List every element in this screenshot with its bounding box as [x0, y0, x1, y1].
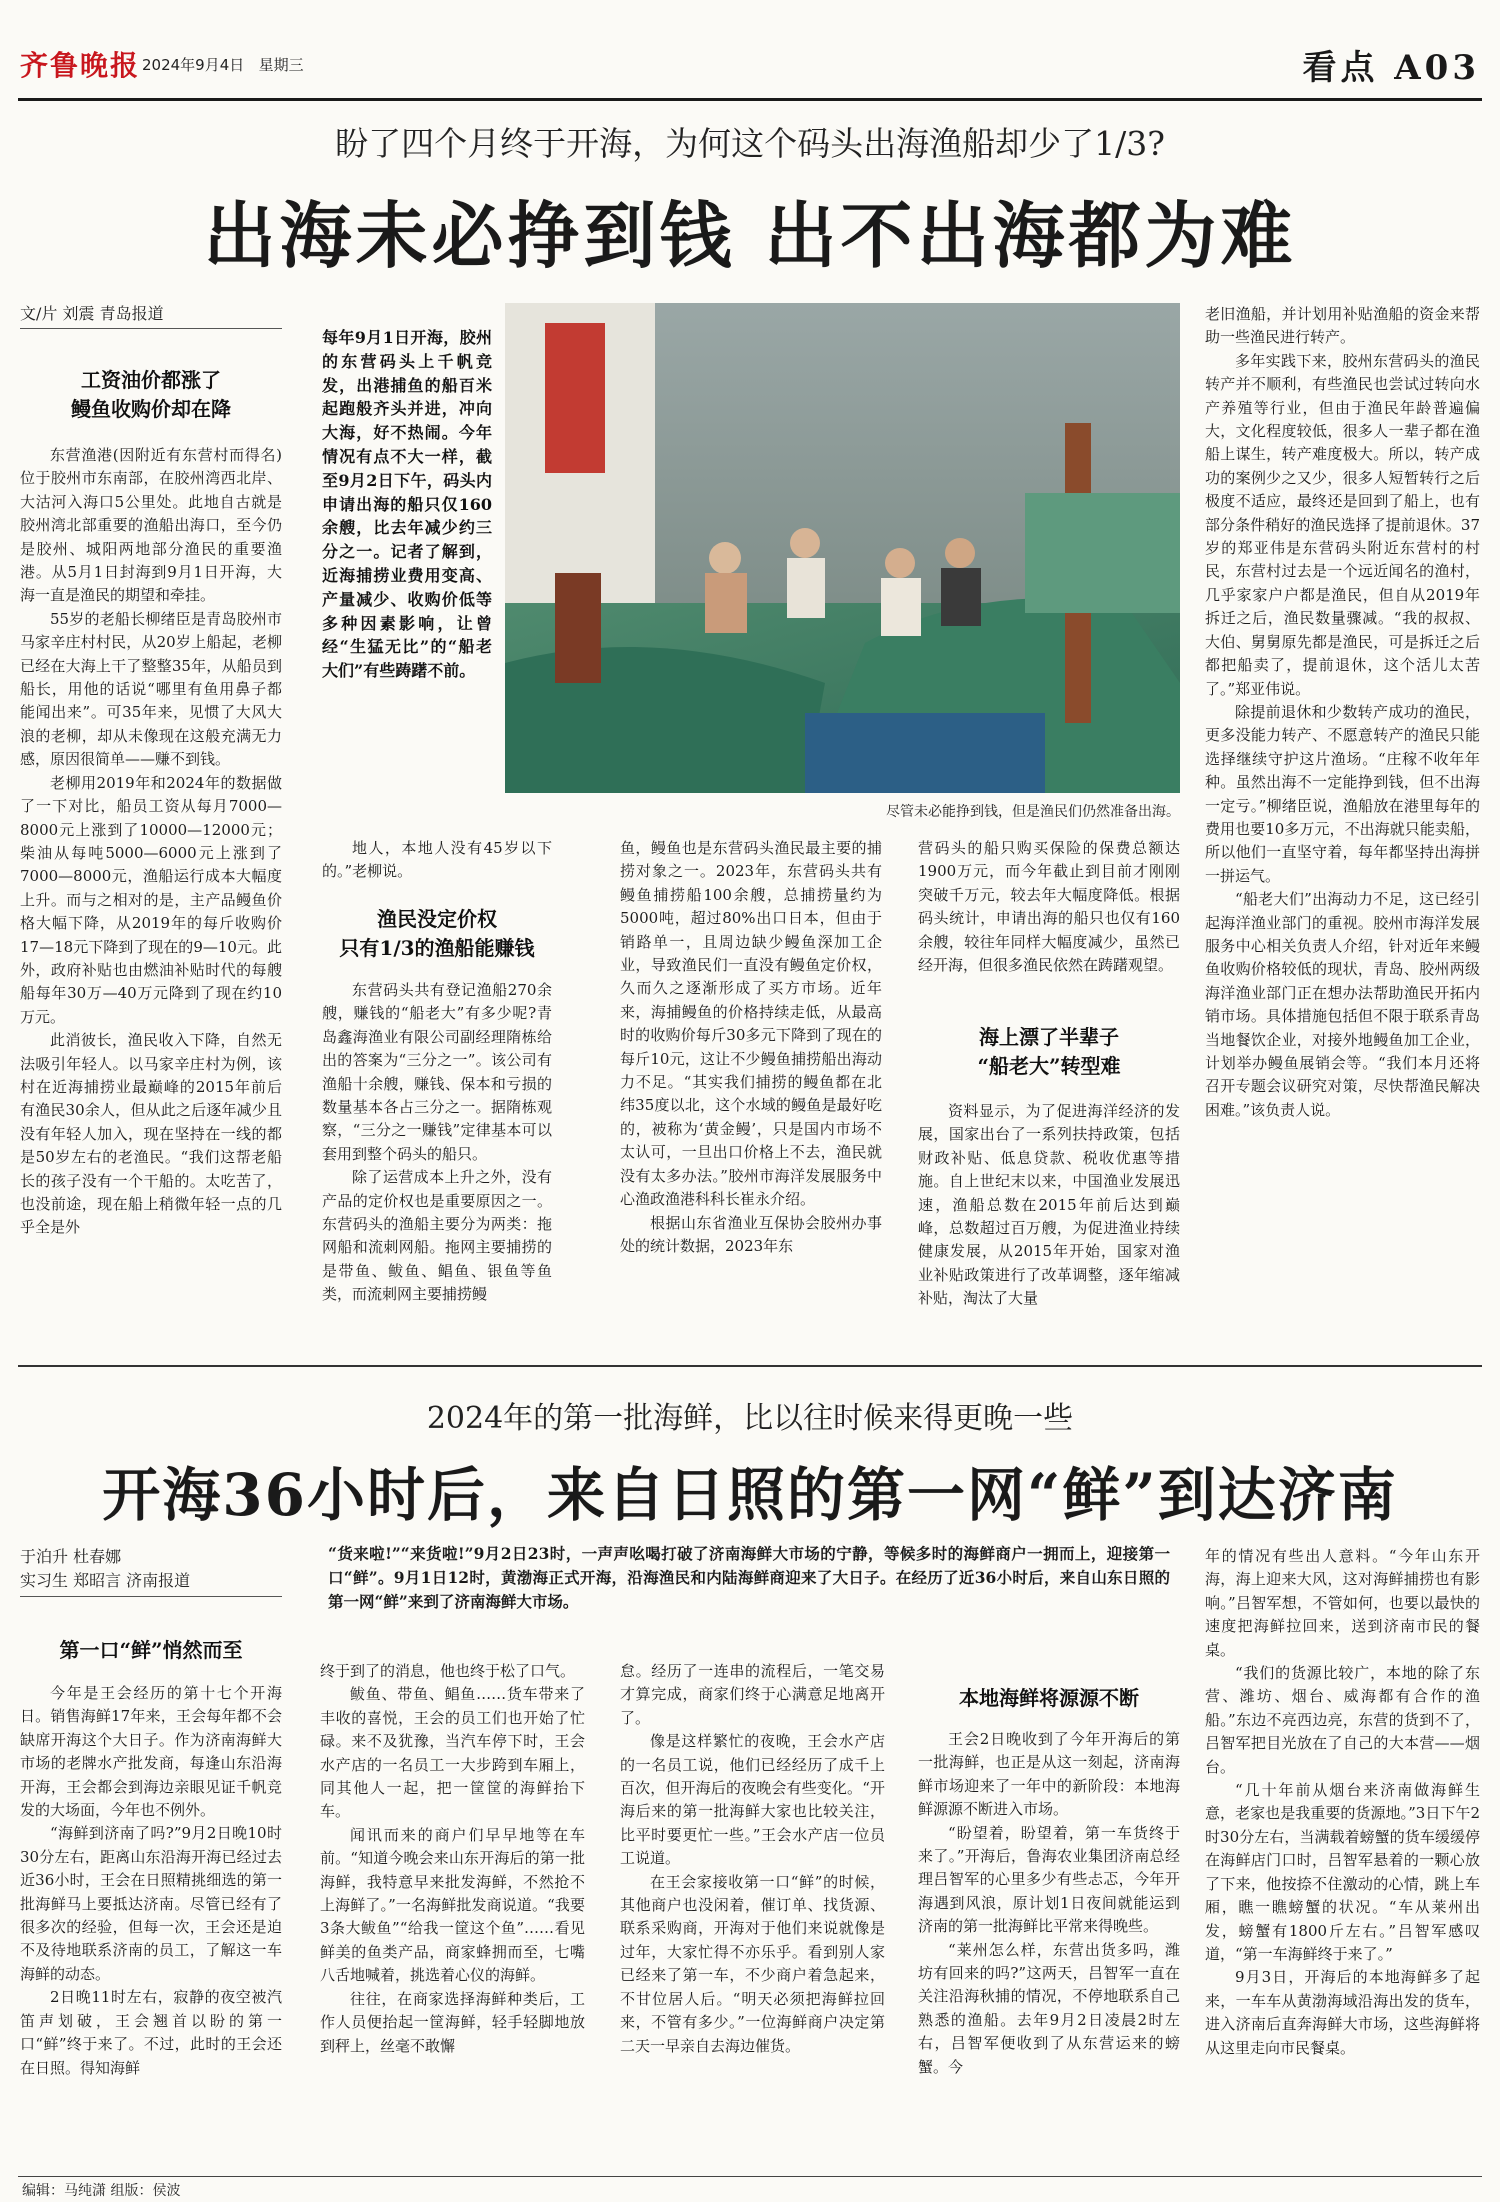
issue-date — [142, 54, 304, 75]
footer-rule — [18, 2176, 1482, 2177]
story1-column-4 — [918, 837, 1180, 1017]
story2-deck: 2024年的第一批海鲜，比以往时候来得更晚一些 — [426, 1401, 1074, 1436]
section-label — [1302, 40, 1480, 89]
story2-column-2 — [320, 1660, 585, 2167]
story1-subhead-2 — [322, 905, 552, 963]
byline-rule — [20, 1596, 282, 1597]
paragraph: 除提前退休和少数转产成功的渔民，更多没能力转产、不愿意转产的渔民只能选择继续守护这片渔场。“庄稼不收年年种。虽然出海不一定能挣到钱，但不出海一定亏。”柳绪臣说，渔船放在港里每年的费用也要10多万元，不出海就只能卖船，所以他们一直坚守着，每年都坚持出海拼一拼运气。 — [1205, 702, 1480, 885]
paragraph: 2日晚11时左右，寂静的夜空被汽笛声划破，王会翘首以盼的第一口“鲜”终于来了。不过，此时的王会还在日照。得知海鲜 — [20, 1988, 282, 2077]
paragraph: 年的情况有些出人意料。“今年山东开海，海上迎来大风，这对海鲜捕捞也有影响。”吕智军想，不管如何，也要以最快的速度把海鲜拉回来，送到济南市民的餐桌。 — [1205, 1547, 1480, 1659]
paragraph: 老柳用2019年和2024年的数据做了一下对比，船员工资从每月7000—8000元上涨到了10000—12000元；柴油从每吨5000—6000元上涨到了7000—8000元，渔船运行成本大幅度上升。而与之相对的是，主产品鳗鱼价格大幅下降，从2019年的每斤收购价17—18元下降到了现在的9—10元。此外，政府补贴也由燃油补贴时代的每艘船每年30万—40万元降到了现在约10万元。 — [20, 773, 282, 1026]
paragraph: 王会2日晚收到了今年开海后的第一批海鲜，也正是从这一刻起，济南海鲜市场迎来了一年中的新阶段：本地海鲜源源不断进入市场。 — [918, 1730, 1180, 1819]
story2-subhead-1: 第一口“鲜”悄然而至 — [59, 1638, 243, 1662]
weekday-text: 星期三 — [258, 56, 304, 74]
story1-lead: 每年9月1日开海，胶州的东营码头上千帆竞发，出港捕鱼的船百米起跑般齐头并进，冲向大海，好不热闹。今年情况有点不大一样，截至9月2日下午，码头内申请出海的船只仅160余艘，比去年减少约三分之一。记者了解到，近海捕捞业费用变高、产量减少、收购价低等多种因素影响，让曾经“生猛无比”的“船老大们”有些踌躇不前。 — [322, 328, 492, 681]
story-divider — [18, 1365, 1482, 1367]
paragraph: 像是这样繁忙的夜晚，王会水产店的一名员工说，他们已经经历了成千上百次，但开海后的夜晚会有些变化。“开海后来的第一批海鲜大家也比较关注，比平时要更忙一些。”王会水产店一位员工说道。 — [620, 1732, 885, 1868]
story1-column-5 — [1205, 303, 1480, 1347]
paragraph: 东营渔港(因附近有东营村而得名)位于胶州市东南部，在胶州湾西北岸、大沽河入海口5公里处。此地自古就是胶州湾北部重要的渔船出海口，至今仍是胶州、城阳两地部分渔民的重要渔港。从5月1日封海到9月1日开海，大海一直是渔民的期望和牵挂。 — [20, 446, 282, 605]
paragraph: 营码头的船只购买保险的保费总额达1900万元，而今年截止到目前才刚刚突破千万元，较去年大幅度降低。根据码头统计，申请出海的船只也仅有160余艘，较往年同样大幅度减少，虽然已经开海，但很多渔民依然在踌躇观望。 — [918, 839, 1180, 975]
paragraph: “海鲜到济南了吗?”9月2日晚10时30分左右，距离山东沿海开海已经过去近36小时，王会在日照精挑细选的第一批海鲜马上要抵达济南。尽管已经有了很多次的经验，但每一次，王会还是迫不及待地联系济南的员工，了解这一车海鲜的动态。 — [20, 1824, 282, 1983]
fishing-boat-photo — [505, 303, 1180, 793]
story1-column-4b — [918, 1100, 1180, 1347]
story1-byline: 文/片 刘震 青岛报道 — [20, 304, 164, 323]
paragraph: “莱州怎么样，东营出货多吗，潍坊有回来的吗?”这两天，吕智军一直在关注沿海秋捕的情况，不停地联系自己熟悉的渔船。去年9月2日凌晨2时左右，吕智军便收到了从东营运来的螃蟹。今 — [918, 1940, 1180, 2076]
paragraph: 在王会家接收第一口“鲜”的时候，其他商户也没闲着，催订单、找货源、联系采购商，开海对于他们来说就像是过年，大家忙得不亦乐乎。看到别人家已经来了第一车，不少商户着急起来，不甘位居人后。“明天必须把海鲜拉回来，不管有多少。”一位海鲜商户决定第二天一早亲自去海边催货。 — [620, 1872, 885, 2055]
page-number: A03 — [1394, 48, 1480, 88]
paragraph: 老旧渔船，并计划用补贴渔船的资金来帮助一些渔民进行转产。 — [1205, 305, 1480, 347]
paragraph: 除了运营成本上升之外，没有产品的定价权也是重要原因之一。东营码头的渔船主要分为两类：拖网船和流刺网船。拖网主要捕捞的是带鱼、鲅鱼、鲳鱼、银鱼等鱼类，而流刺网主要捕捞鳗 — [322, 1168, 552, 1304]
paragraph: “船老大们”出海动力不足，这已经引起海洋渔业部门的重视。胶州市海洋发展服务中心相关负责人介绍，针对近年来鳗鱼收购价格较低的现状，青岛、胶州两级海洋渔业部门正在想办法帮助渔民开拓内销市场。具体措施包括但不限于联系青岛当地餐饮企业，对接外地鳗鱼加工企业，计划举办鳗鱼展销会等。“我们本月还将召开专题会议研究对策，尽快帮渔民解决困难。”该负责人说。 — [1205, 890, 1480, 1119]
story2-column-3 — [620, 1660, 885, 2167]
date-text: 2024年9月4日 — [142, 56, 245, 74]
story2-headline: 开海36小时后，来自日照的第一网“鲜”到达济南 — [102, 1461, 1398, 1529]
paragraph: “几十年前从烟台来济南做海鲜生意，老家也是我重要的货源地。”3日下午2时30分左右，当满载着螃蟹的货车缓缓停在海鲜店门口时，吕智军悬着的一颗心放了下来，他按捺不住激动的心情，跳上车厢，瞧一瞧螃蟹的状况。“车从莱州出发，螃蟹有1800斤左右。”吕智军感叹道，“第一车海鲜终于来了。” — [1205, 1781, 1480, 1963]
paragraph: 今年是王会经历的第十七个开海日。销售海鲜17年来，王会每年都不会缺席开海这个大日子。作为济南海鲜大市场的老牌水产批发商，每逢山东沿海开海，王会都会到海边亲眼见证千帆竞发的大场面，今年也不例外。 — [20, 1684, 282, 1820]
story1-column-3 — [620, 837, 882, 1347]
story1-deck: 盼了四个月终于开海，为何这个码头出海渔船却少了1/3? — [335, 124, 1165, 163]
byline-line: 于泊升 杜春娜 — [20, 1547, 122, 1566]
byline-rule — [20, 328, 282, 329]
story2-column-1 — [20, 1682, 282, 2167]
paragraph: 怠。经历了一连串的流程后，一笔交易才算完成，商家们终于心满意足地离开了。 — [620, 1662, 885, 1727]
paragraph: 资料显示，为了促进海洋经济的发展，国家出台了一系列扶持政策，包括财政补贴、低息贷款、税收优惠等措施。自上世纪末以来，中国渔业发展迅速，渔船总数在2015年前后达到巅峰，总数超过百万艘，为促进渔业持续健康发展，从2015年开始，国家对渔业补贴政策进行了改革调整，逐年缩减补贴，淘汰了大量 — [918, 1102, 1180, 1308]
paragraph: 终于到了的消息，他也终于松了口气。 — [320, 1662, 576, 1680]
paragraph: 鲅鱼、带鱼、鲳鱼……货车带来了丰收的喜悦，王会的员工们也开始了忙碌。来不及犹豫，当汽车停下时，王会水产店的一名员工一大步跨到车厢上，同其他人一起，把一筐筐的海鲜抬下车。 — [320, 1685, 585, 1821]
masthead-rule — [18, 98, 1482, 101]
paragraph: 多年实践下来，胶州东营码头的渔民转产并不顺利，有些渔民也尝试过转向水产养殖等行业，但由于渔民年龄普遍偏大，文化程度较低，很多人一辈子都在渔船上谋生，转产难度极大。所以，转产成功的案例少之又少，很多人短暂转行之后极度不适应，最终还是回到了船上，也有部分条件稍好的渔民选择了提前退休。37岁的郑亚伟是东营码头附近东营村的村民，东营村过去是一个远近闻名的渔村，几乎家家户户都是渔民，但自从2019年拆迁之后，渔民数量骤减。“我的叔叔、大伯、舅舅原先都是渔民，可是拆迁之后都把船卖了，提前退休，这个活儿太苦了。”郑亚伟说。 — [1205, 351, 1480, 698]
story1-subhead-3 — [918, 1023, 1180, 1081]
paragraph: 往往，在商家选择海鲜种类后，工作人员便抬起一筐海鲜，轻手轻脚地放到秤上，丝毫不敢懈 — [320, 1989, 585, 2055]
subhead-line: 只有1/3的渔船能赚钱 — [339, 936, 535, 960]
newspaper-logo: 齐鲁晚报 — [20, 49, 141, 82]
subhead-line: “船老大”转型难 — [977, 1054, 1121, 1078]
paragraph: “我们的货源比较广，本地的除了东营、潍坊、烟台、威海都有合作的渔船。”东边不亮西边亮，东营的货到不了，吕智军把目光放在了自己的大本营——烟台。 — [1205, 1664, 1480, 1776]
story1-column-2 — [322, 837, 552, 897]
paragraph: 东营码头共有登记渔船270余艘，赚钱的“船老大”有多少呢?青岛鑫海渔业有限公司副经理隋栋给出的答案为“三分之一”。该公司有渔船十余艘，赚钱、保本和亏损的数量基本各占三分之一。据隋栋观察，“三分之一赚钱”定律基本可以套用到整个码头的船只。 — [322, 981, 552, 1163]
story2-lead: “货来啦!”“来货啦!”9月2日23时，一声声吆喝打破了济南海鲜大市场的宁静，等候多时的海鲜商户一拥而上，迎接第一口“鲜”。9月1日12时，黄渤海正式开海，沿海渔民和内陆海鲜商迎来了大日子。在经历了近36小时后，来自山东日照的第一网“鲜”来到了济南海鲜大市场。 — [328, 1544, 1170, 1611]
subhead-line: 鳗鱼收购价却在降 — [71, 397, 231, 421]
subhead-line: 渔民没定价权 — [377, 907, 497, 931]
subhead-line: 工资油价都涨了 — [81, 368, 221, 392]
paragraph: 鱼，鳗鱼也是东营码头渔民最主要的捕捞对象之一。2023年，东营码头共有鳗鱼捕捞船100余艘，总捕捞量约为5000吨，超过80%出口日本，但由于销路单一，且周边缺少鳗鱼深加工企业，导致渔民们一直没有鳗鱼定价权，久而久之逐渐形成了买方市场。近年来，海捕鳗鱼的价格持续走低，从最高时的收购价每斤30多元下降到了现在的每斤10元，这让不少鳗鱼捕捞船出海动力不足。“其实我们捕捞的鳗鱼都在北纬35度以北，这个水域的鳗鱼是最好吃的，被称为‘黄金鳗’，只是国内市场不太认可，一旦出口价格上不去，渔民就没有太多办法。”胶州市海洋发展服务中心渔政渔港科科长崔永介绍。 — [620, 839, 882, 1209]
story2-column-4 — [918, 1728, 1180, 2167]
story2-column-5 — [1205, 1545, 1480, 2167]
story1-headline: 出海未必挣到钱 出不出海都为难 — [203, 193, 1297, 278]
story1-column-1 — [20, 444, 282, 1346]
paragraph: 根据山东省渔业互保协会胶州办事处的统计数据，2023年东 — [620, 1213, 882, 1255]
photo-illustration — [505, 303, 1180, 793]
paragraph: “盼望着，盼望着，第一车货终于来了。”开海后，鲁海农业集团济南总经理吕智军的心里多少有些忐忑，今年开海遇到风浪，原计划1日夜间就能运到济南的第一批海鲜比平常来得晚些。 — [918, 1823, 1180, 1936]
story1-subhead-1 — [20, 366, 282, 424]
subhead-line: 海上漂了半辈子 — [979, 1025, 1119, 1049]
paragraph: 此消彼长，渔民收入下降，自然无法吸引年轻人。以马家辛庄村为例，该村在近海捕捞业最巅峰的2015年前后有渔民30余人，但从此之后逐年减少且没有年轻人加入，现在坚持在一线的都是50岁左右的老渔民。“我们这帮老船长的孩子没有一个干船的。太吃苦了，也没前途，现在船上稍微年轻一点的几乎全是外 — [20, 1031, 282, 1237]
paragraph: 9月3日，开海后的本地海鲜多了起来，一车车从黄渤海域沿海出发的货车，进入济南后直奔海鲜大市场，这些海鲜将从这里走向市民餐桌。 — [1205, 1968, 1480, 2057]
story2-byline — [20, 1545, 282, 1593]
byline-line: 实习生 郑昭言 济南报道 — [20, 1571, 191, 1590]
photo-caption: 尽管未必能挣到钱，但是渔民们仍然准备出海。 — [886, 804, 1180, 820]
paragraph: 闻讯而来的商户们早早地等在车前。“知道今晚会来山东开海后的第一批海鲜，我特意早来批发海鲜，不然抢不上海鲜了。”一名海鲜批发商说道。“我要3条大鲅鱼”“给我一筐这个鱼”……看见鲜美的鱼类产品，商家蜂拥而至，七嘴八舌地喊着，挑选着心仪的海鲜。 — [320, 1825, 585, 1985]
paragraph: 地人，本地人没有45岁以下的。”老柳说。 — [322, 839, 552, 881]
section-name: 看点 — [1302, 48, 1379, 88]
paragraph: 55岁的老船长柳绪臣是青岛胶州市马家辛庄村村民，从20岁上船起，老柳已经在大海上干了整整35年，从船员到船长，用他的话说“哪里有鱼用鼻子都能闻出来”。可35年来，见惯了大风大浪的老柳，却从未像现在这般充满无力感，原因很简单——赚不到钱。 — [20, 609, 282, 769]
editor-credit: 编辑：马纯潇 组版：侯波 — [22, 2183, 181, 2199]
story1-column-2b — [322, 979, 552, 1347]
story2-subhead-2: 本地海鲜将源源不断 — [959, 1686, 1139, 1710]
